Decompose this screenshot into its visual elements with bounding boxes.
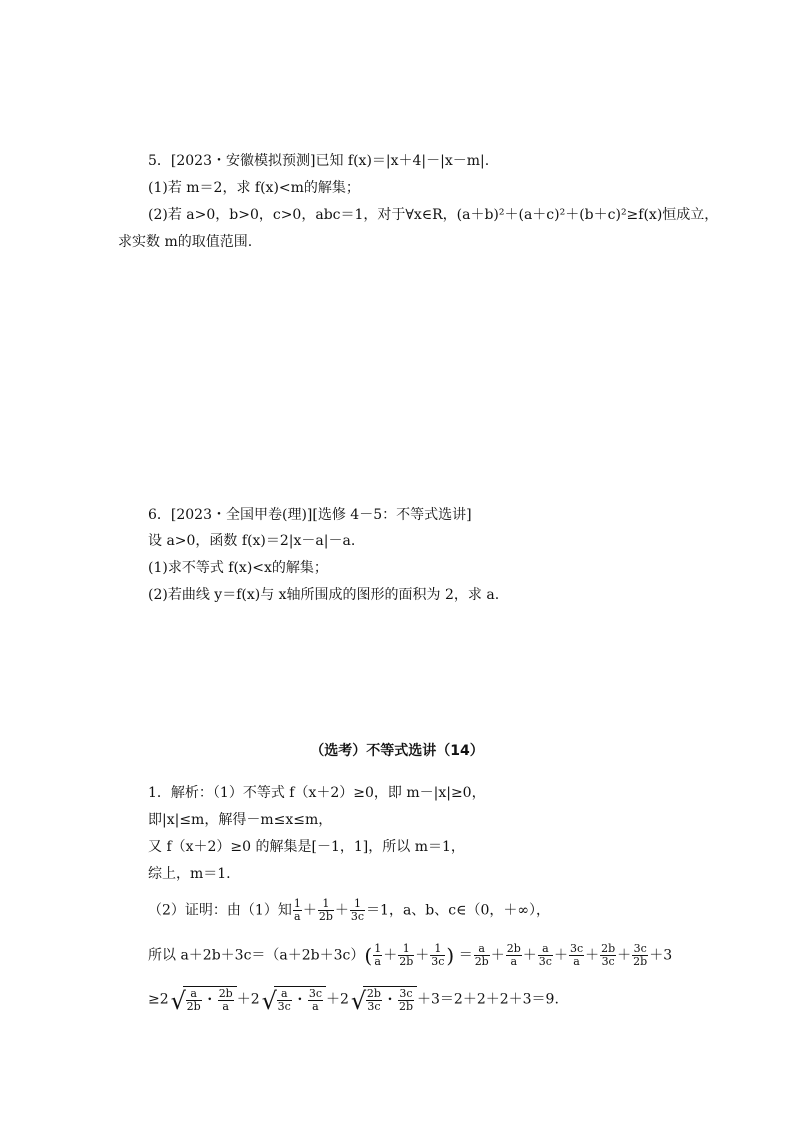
q5-title: 5．[2023・安徽模拟预测]已知 f(x)＝|x＋4|－|x－m|. bbox=[148, 153, 490, 169]
answer-line-1: 1．解析：（1）不等式 f（x＋2）≥0，即 m－|x|≥0， bbox=[148, 785, 486, 801]
frac-1-over-3c: $\frac{1}{3c}$ bbox=[350, 897, 365, 923]
sqrt-term-2: √ $\frac{a}{3c}$ ・ $\frac{3c}{a}$ bbox=[262, 986, 326, 1013]
q6-part1: (1)求不等式 f(x)<x的解集； bbox=[148, 560, 328, 576]
sqrt-term-1: √ $\frac{a}{2b}$ ・ $\frac{2b}{a}$ bbox=[171, 986, 237, 1013]
frac-1-over-a: $\frac{1}{a}$ bbox=[293, 897, 301, 923]
q5-part2: (2)若 a>0，b>0，c>0，abc＝1，对于∀x∈R，(a＋b)²＋(a＋c)²＋(b＋c)²≥f(x)恒成立， bbox=[148, 207, 719, 223]
q6-given: 设 a>0，函数 f(x)＝2|x－a|－a. bbox=[148, 533, 356, 549]
answer-line-3: 又 f（x＋2）≥0 的解集是[－1，1]，所以 m＝1， bbox=[148, 839, 465, 855]
answer-line-6: 所以 a＋2b＋3c＝（a＋2b＋3c）( $\frac{1}{a}$ ＋ $\frac{1}{2b}$ ＋ $\frac{1}{3c}$ ) ＝ $\frac{a}{2b}$ ＋ $\frac{2b}{a}$ ＋ $\frac{a}{3c}$ ＋ $\frac{3c}{a}$ ＋ $\frac{2b}{3c}$ ＋ $\frac{3c}{2b}$ ＋3 bbox=[148, 942, 673, 968]
frac-1-over-2b: $\frac{1}{2b}$ bbox=[318, 897, 333, 923]
answer-line-7: ≥2 √ $\frac{a}{2b}$ ・ $\frac{2b}{a}$ ＋2 √ $\frac{a}{3c}$ ・ $\frac{3c}{a}$ ＋2 √ $\frac{2b}{3c}$ ・ $\frac{3c}{2b}$ ＋3＝2＋2＋2＋3＝9. bbox=[148, 987, 559, 1015]
answer-section-title: （选考）不等式选讲（14） bbox=[310, 743, 484, 759]
q5-part2-cont: 求实数 m的取值范围. bbox=[118, 234, 253, 250]
q6-title: 6．[2023・全国甲卷(理)][选修 4－5：不等式选讲] bbox=[148, 507, 472, 523]
answer-line-4: 综上，m＝1. bbox=[148, 866, 231, 882]
answer-line-2: 即|x|≤m，解得－m≤x≤m， bbox=[148, 812, 333, 828]
answer-line-5: （2）证明：由（1）知 $\frac{1}{a}$ ＋ $\frac{1}{2b}$ ＋ $\frac{1}{3c}$ ＝1，a、b、c∈（0，＋∞）， bbox=[148, 897, 551, 923]
q5-part1: (1)若 m＝2，求 f(x)<m的解集； bbox=[148, 180, 360, 196]
sqrt-term-3: √ $\frac{2b}{3c}$ ・ $\frac{3c}{2b}$ bbox=[351, 986, 417, 1013]
q6-part2: (2)若曲线 y＝f(x)与 x轴所围成的图形的面积为 2，求 a. bbox=[148, 587, 500, 603]
